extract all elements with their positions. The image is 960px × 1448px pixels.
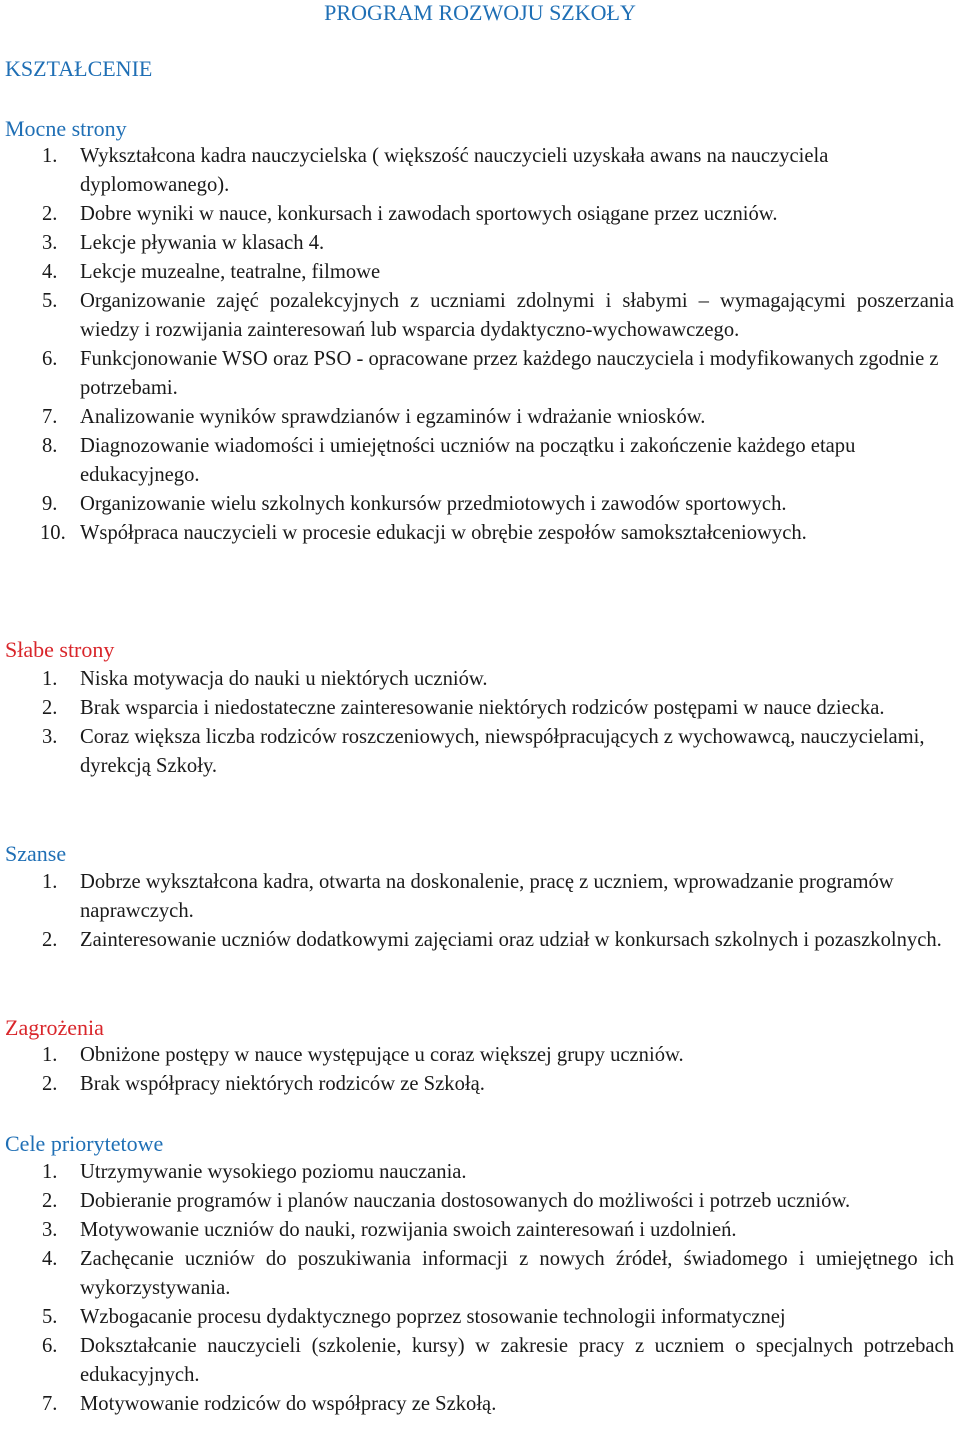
item-text: Brak współpracy niektórych rodziców ze Szkołą. [80,1073,485,1095]
list-item [0,287,960,345]
item-number: 6. [42,1335,58,1357]
item-text: Brak wsparcia i niedostateczne zainteresowanie niektórych rodziców postępami w nauce dziecka. [80,697,885,719]
item-text: Lekcje muzealne, teatralne, filmowe [80,261,381,283]
item-text: Dobieranie programów i planów nauczania dostosowanych do możliwości i potrzeb uczniów. [80,1190,851,1212]
list-item [0,1303,960,1332]
list-slabe-strony [0,665,960,781]
item-number: 3. [42,726,58,748]
list-cele-priorytetowe [0,1158,960,1419]
item-number: 3. [42,1219,58,1241]
section-title-cele-priorytetowe: Cele priorytetowe [5,1131,164,1156]
list-item [0,1070,960,1099]
item-number: 6. [42,348,58,370]
item-number: 1. [42,1044,58,1066]
list-item [0,723,960,781]
item-text: Obniżone postępy w nauce występujące u coraz większej grupy uczniów. [80,1044,684,1066]
item-number: 2. [42,1190,58,1212]
list-item [0,1187,960,1216]
section-title-szanse: Szanse [5,841,67,866]
item-number: 2. [42,1073,58,1095]
list-mocne-strony [0,142,960,548]
list-item [0,519,960,548]
list-item [0,258,960,287]
item-text: Motywowanie uczniów do nauki, rozwijania swoich zainteresowań i uzdolnień. [80,1219,737,1241]
item-number: 2. [42,929,58,951]
item-text: Zainteresowanie uczniów dodatkowymi zajęciami oraz udział w konkursach szkolnych i pozaszkolnych. [80,929,942,951]
list-item [0,200,960,229]
item-text: Dobre wyniki w nauce, konkursach i zawodach sportowych osiągane przez uczniów. [80,203,778,225]
item-number: 8. [42,435,58,457]
item-text: Analizowanie wyników sprawdzianów i egzaminów i wdrażanie wniosków. [80,406,706,428]
list-item [0,868,960,926]
item-number: 2. [42,697,58,719]
item-text: Niska motywacja do nauki u niektórych uczniów. [80,668,488,690]
list-item [0,490,960,519]
list-item [0,142,960,200]
list-item [0,1390,960,1419]
item-text: Organizowanie zajęć pozalekcyjnych z uczniami zdolnymi i słabymi – wymagającymi poszerzania wiedzy i rozwijania zainteresowań lub wsparcia dydaktyczno-wychowawczego. [80,290,954,341]
item-text: Utrzymywanie wysokiego poziomu nauczania. [80,1161,467,1183]
list-item [0,1158,960,1187]
list-item [0,229,960,258]
item-text: Współpraca nauczycieli w procesie edukacji w obrębie zespołów samokształceniowych. [80,522,807,544]
item-number: 3. [42,232,58,254]
item-text: Zachęcanie uczniów do poszukiwania informacji z nowych źródeł, świadomego i umiejętnego ich wykorzystywania. [80,1248,954,1299]
item-number: 1. [42,145,58,167]
item-number: 7. [42,1393,58,1415]
section-title-slabe-strony: Słabe strony [5,637,115,662]
item-text: Lekcje pływania w klasach 4. [80,232,325,254]
item-text: Dobrze wykształcona kadra, otwarta na doskonalenie, pracę z uczniem, wprowadzanie programów naprawczych. [80,871,894,922]
item-text: Diagnozowanie wiadomości i umiejętności uczniów na początku i zakończenie każdego etapu edukacyjnego. [80,435,856,486]
list-item [0,1332,960,1390]
item-number: 1. [42,668,58,690]
item-number: 5. [42,290,58,312]
item-number: 7. [42,406,58,428]
item-text: Motywowanie rodziców do współpracy ze Szkołą. [80,1393,497,1415]
item-text: Funkcjonowanie WSO oraz PSO - opracowane przez każdego nauczyciela i modyfikowanych zgodnie z potrzebami. [80,348,939,399]
list-item [0,403,960,432]
item-text: Dokształcanie nauczycieli (szkolenie, kursy) w zakresie pracy z uczniem o specjalnych potrzebach edukacyjnych. [80,1335,954,1386]
item-number: 5. [42,1306,58,1328]
list-item [0,1041,960,1070]
list-item [0,432,960,490]
list-item [0,345,960,403]
list-item [0,665,960,694]
section-title-zagrozenia: Zagrożenia [5,1015,104,1040]
list-zagrozenia [0,1041,960,1099]
item-number: 2. [42,203,58,225]
item-number: 1. [42,1161,58,1183]
item-text: Coraz większa liczba rodziców roszczeniowych, niewspółpracujących z wychowawcą, nauczycielami, dyrekcją Szkoły. [80,726,925,777]
section-title-mocne-strony: Mocne strony [5,116,127,141]
item-text: Organizowanie wielu szkolnych konkursów przedmiotowych i zawodów sportowych. [80,493,787,515]
item-number: 4. [42,261,58,283]
list-item [0,926,960,955]
item-text: Wykształcona kadra nauczycielska ( większość nauczycieli uzyskała awans na nauczyciela dyplomowanego). [80,145,829,196]
item-number: 1. [42,871,58,893]
list-item [0,1245,960,1303]
item-number: 4. [42,1248,58,1270]
item-number: 10. [40,522,66,544]
list-item [0,1216,960,1245]
heading-ksztalcenie: KSZTAŁCENIE [5,56,153,81]
document-title: PROGRAM ROZWOJU SZKOŁY [324,0,636,25]
item-text: Wzbogacanie procesu dydaktycznego poprzez stosowanie technologii informatycznej [80,1306,786,1328]
list-szanse [0,868,960,955]
list-item [0,694,960,723]
item-number: 9. [42,493,58,515]
